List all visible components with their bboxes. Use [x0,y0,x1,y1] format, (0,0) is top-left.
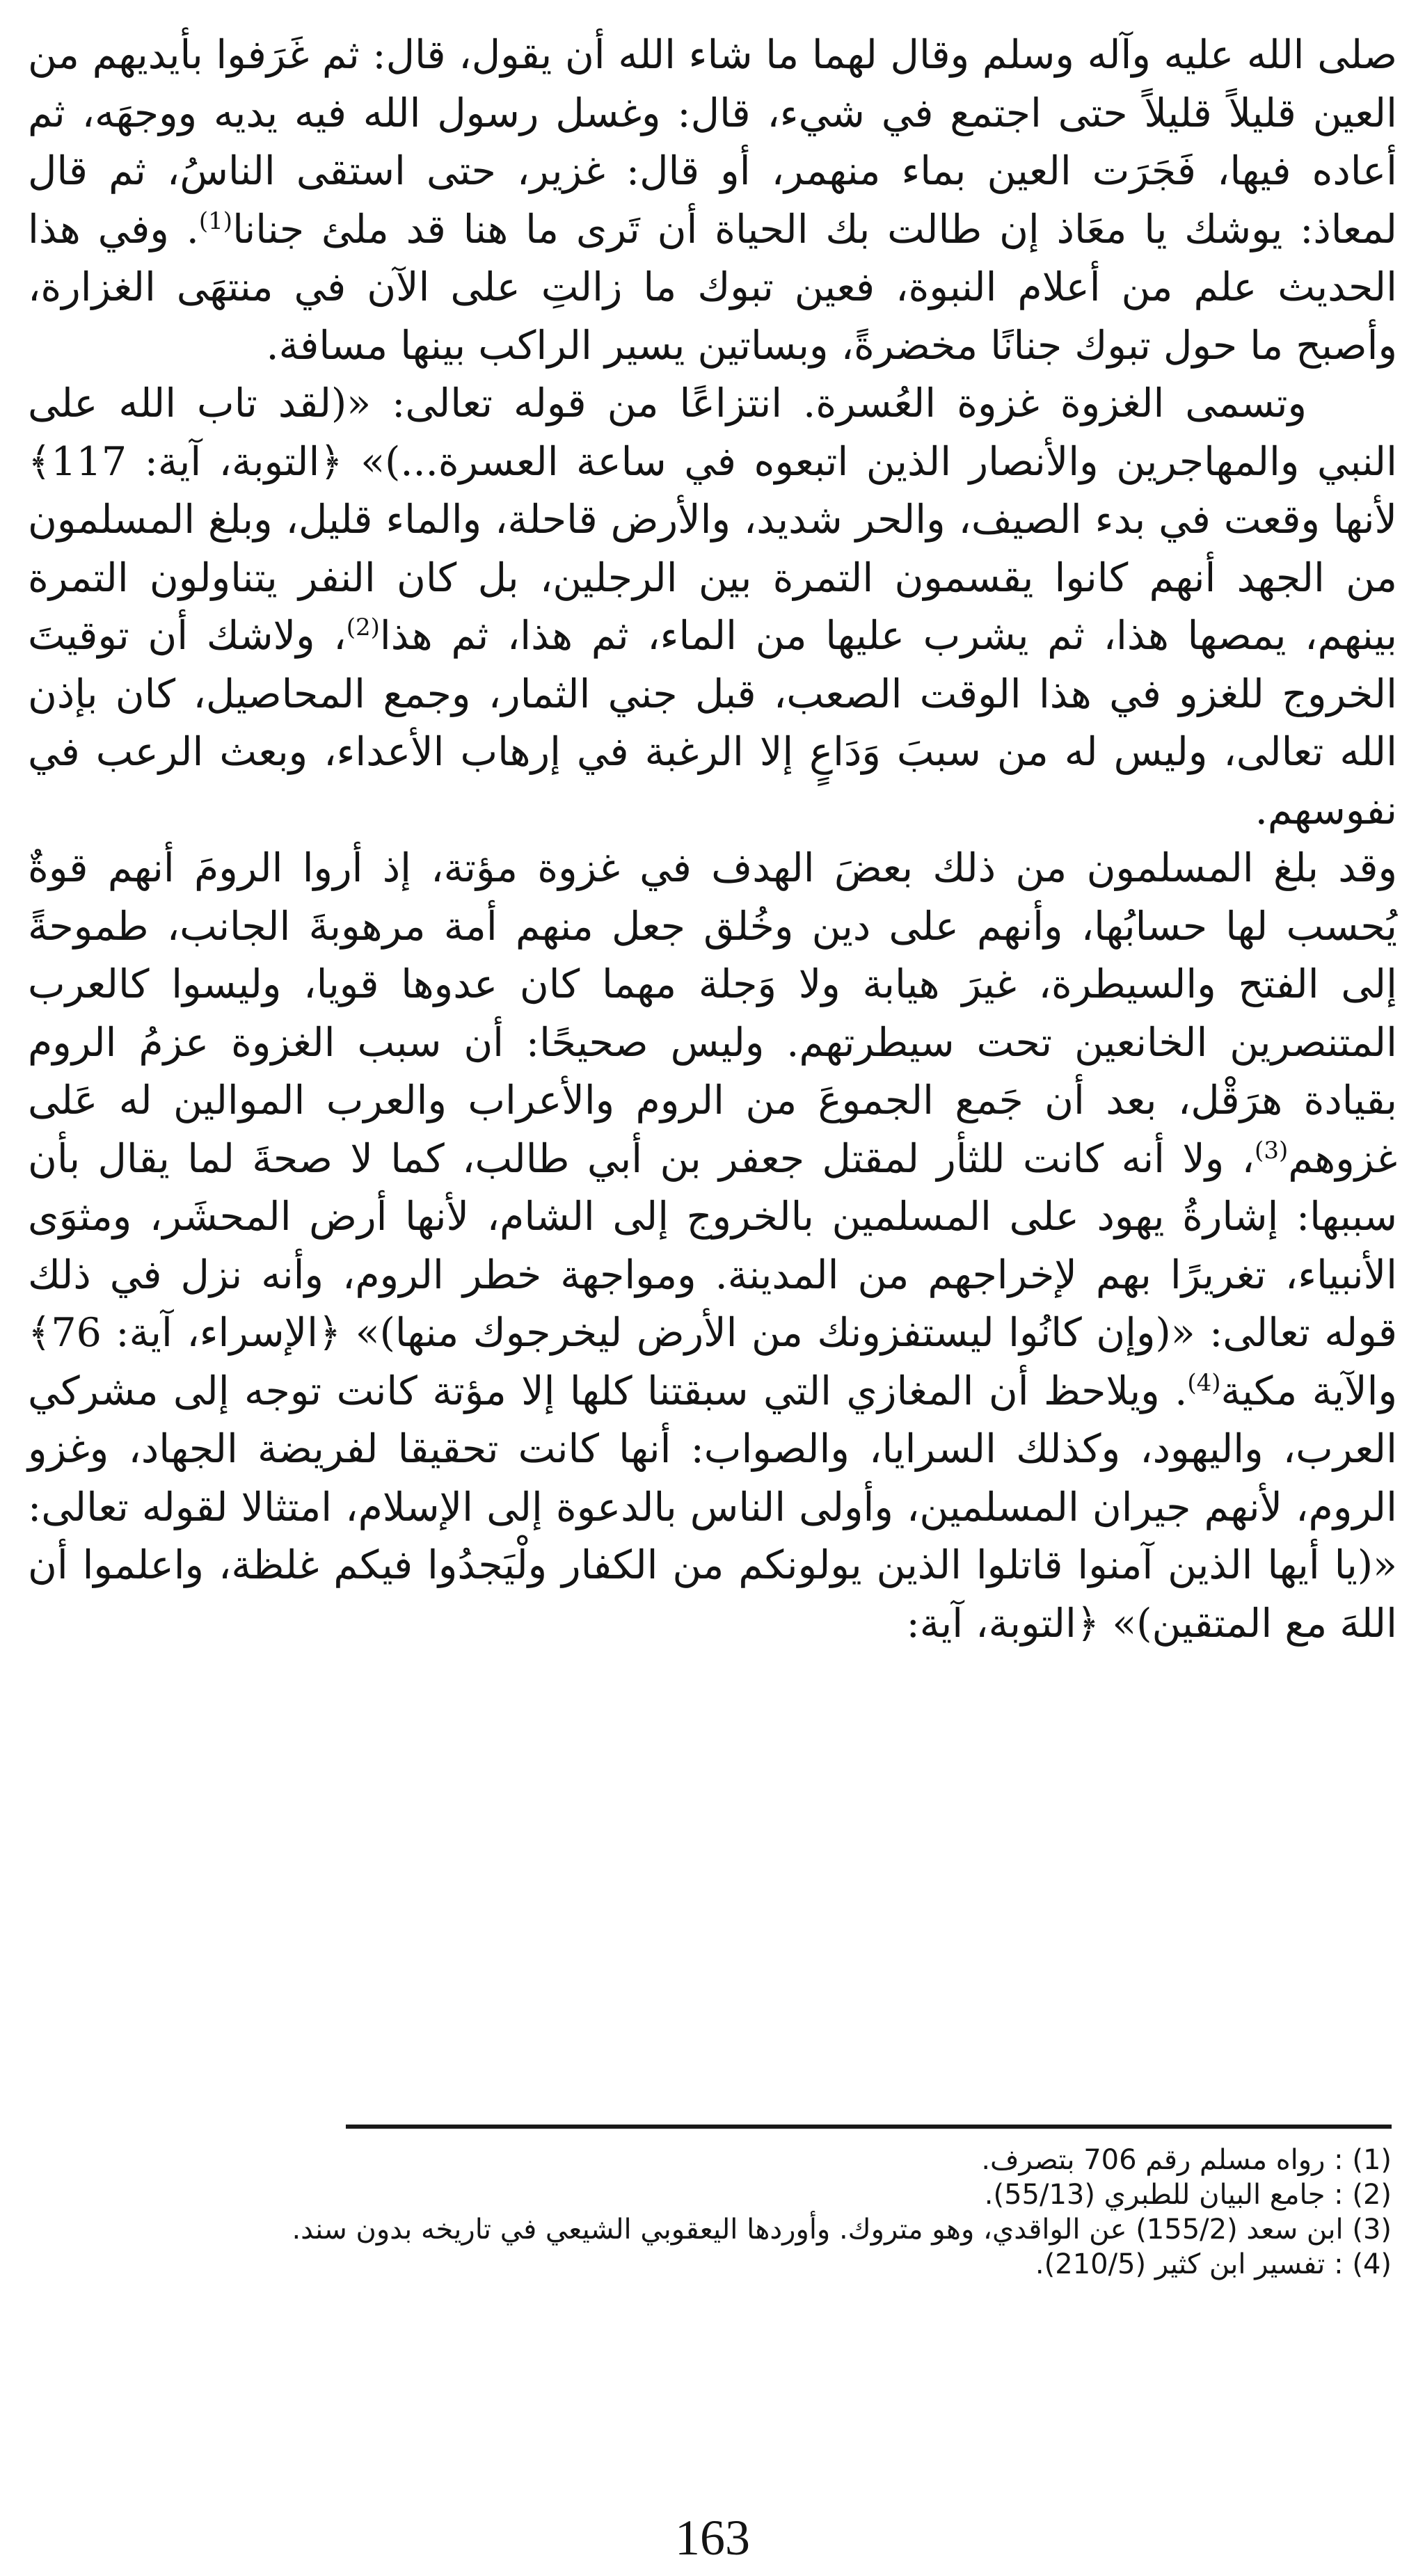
footnote-3: (3) ابن سعد (155/2) عن الواقدي، وهو متروك. وأوردها اليعقوبي الشيعي في تاريخه بدون سند. [292,2214,1392,2246]
paragraph-3-text-b: ، ولا أنه كانت للثأر لمقتل جعفر بن أبي طالب، كما لا صحةَ لما يقال بأن سببها: إشارةُ يهود على المسلمين بالخروج إلى الشام، لأنها أرض المحشَر، ومثوَى الأنبياء، تغريرًا بهم لإخراجهم من المدينة. ومواجهة خطر الروم، وأنه نزل في ذلك قوله تعالى: «(وإن كانُوا ليستفزونك من الأرض ليخرجوك منها)» ﴿الإسراء، آية: 76﴾ والآية مكية [28,1135,1397,1414]
paragraph-2 [28,375,1397,840]
paragraph-3-text-c: . ويلاحظ أن المغازي التي سبقتنا كلها إلا مؤتة كانت توجه إلى مشركي العرب، واليهود، وكذلك السرايا، والصواب: أنها كانت تحقيقا لفريضة الجهاد، وغزو الروم، لأنهم جيران المسلمين، وأولى الناس بالدعوة إلى الإسلام، امتثالا لقوله تعالى: «(يا أيها الذين آمنوا قاتلوا الذين يولونكم من الكفار ولْيَجدُوا فيكم غلظة، واعلموا أن اللهَ مع المتقين)» ﴿التوبة، آية: [28,1368,1397,1647]
footnote-ref-2: (2) [346,614,380,641]
footnote-4: (4) : تفسير ابن كثير (210/5). [1035,2248,1392,2280]
paragraph-2-text-a: وتسمى الغزوة غزوة العُسرة. انتزاعًا من قوله تعالى: «(لقد تاب الله على النبي والمهاجرين والأنصار الذين اتبعوه في ساعة العسرة...)» ﴿التوبة، آية: 117﴾ لأنها وقعت في بدء الصيف، والحر شديد، والأرض قاحلة، والماء قليل، وبلغ المسلمون من الجهد أنهم كانوا يقسمون التمرة بين الرجلين، بل كان النفر يتناولون التمرة بينهم، يمصها هذا، ثم يشرب عليها من الماء، ثم هذا، ثم هذا [28,381,1398,659]
paragraph-1 [28,26,1397,375]
footnote-ref-1: (1) [198,207,233,235]
footnote-2: (2) : جامع البيان للطبري (55/13). [984,2179,1392,2211]
footnote-ref-4: (4) [1187,1368,1221,1397]
paragraph-3-text-a: وقد بلغ المسلمون من ذلك بعضَ الهدف في غزوة مؤتة، إذ أروا الرومَ أنهم قوةٌ يُحسب لها حسابُها، وأنهم على دين وخُلق جعل منهم أمة مرهوبةَ الجانب، طموحةً إلى الفتح والسيطرة، غيرَ هيابة ولا وَجلة مهما كان عدوها قويا، وليسوا كالعرب المتنصرين الخانعين تحت سيطرتهم. وليس صحيحًا: أن سبب الغزوة عزمُ الروم بقيادة هرَقْل، بعد أن جَمع الجموعَ من الروم والأعراب والعرب الموالين له عَلى غزوهم [28,845,1397,1182]
paragraph-1-text-b: . وفي هذا الحديث علم من أعلام النبوة، فعين تبوك ما زالتِ على الآن في منتهَى الغزارة، وأصبح ما حول تبوك جنانًا مخضرةً، وبساتين يسير الراكب بينها مسافة. [28,206,1397,369]
paragraph-2-text-b: ، ولاشك أن توقيتَ الخروج للغزو في هذا الوقت الصعب، قبل جني الثمار، وجمع المحاصيل، كان بإذن الله تعالى، وليس له من سببَ وَدَاعٍ إلا الرغبة في إرهاب الأعداء، وبعث الرعب في نفوسهم. [28,613,1397,833]
paragraph-3 [28,840,1397,1653]
footnotes [28,2143,1392,2282]
footnote-1: (1) : رواه مسلم رقم 706 بتصرف. [981,2144,1392,2176]
footnote-ref-3: (3) [1255,1136,1289,1165]
footnote-divider [346,2125,1392,2129]
page-number: 163 [675,2510,750,2566]
paragraph-1-text-a: صلى الله عليه وآله وسلم وقال لهما ما شاء الله أن يقول، قال: ثم غَرَفوا بأيديهم من العين قليلاً قليلاً حتى اجتمع في شيء، قال: وغسل رسول الله فيه يديه ووجهَه، ثم أعاده فيها، فَجَرَت العين بماء منهمر، أو قال: غزير، حتى استقى الناسُ، ثم قال لمعاذ: يوشك يا معَاذ إن طالت بك الحياة أن تَرى ما هنا قد ملئ جنانا [28,32,1397,253]
main-text [28,26,1397,1653]
